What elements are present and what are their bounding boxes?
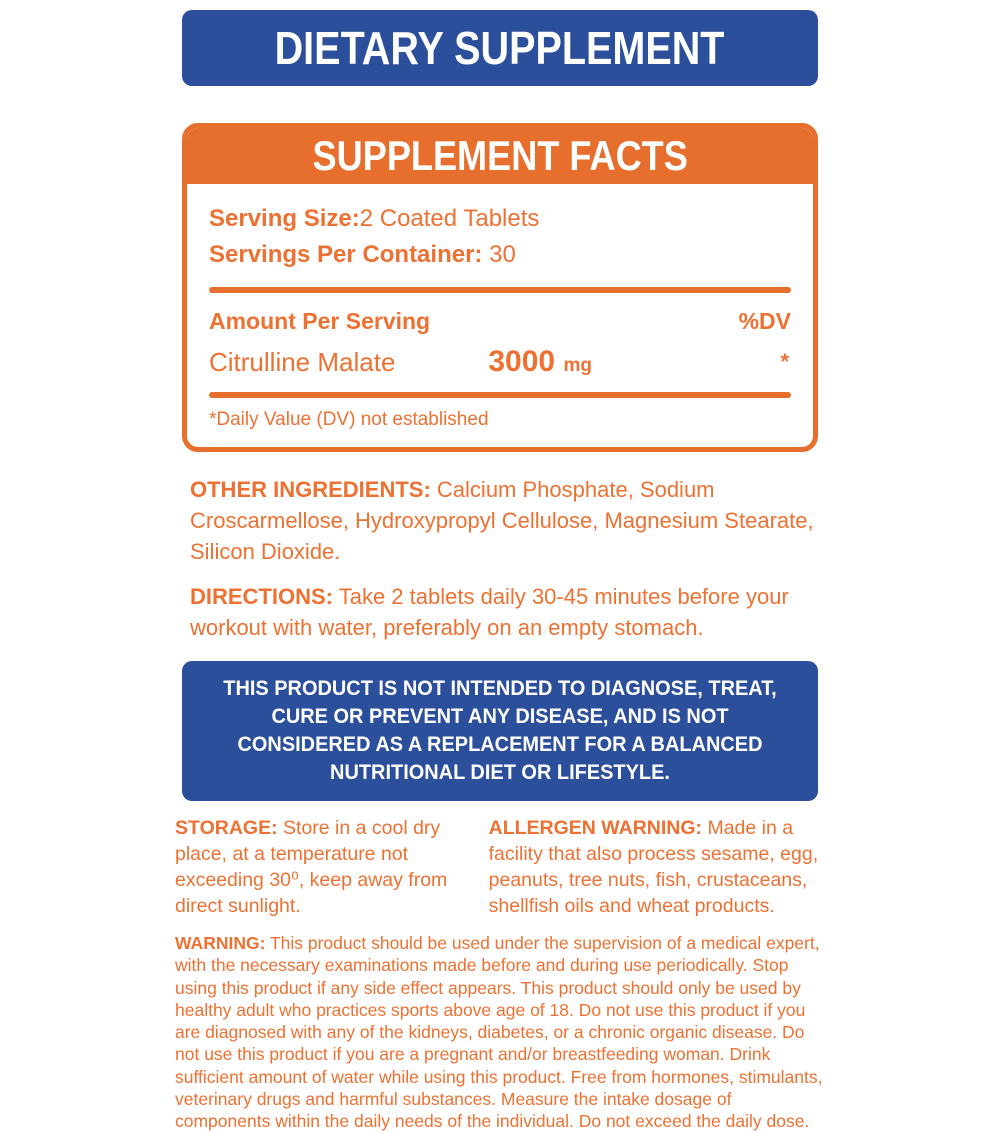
directions-label: DIRECTIONS: <box>190 584 333 609</box>
servings-per-container-line <box>209 237 791 273</box>
warning-text: This product should be used under the supervision of a medical expert, with the necessary examinations made before and during use periodically. Stop using this product if any side effect appears. This product should only be used by healthy adult who practices sports above age of 18. Do not use this product if you are diagnosed with any of the kidneys, diabetes, or a chronic organic disease. Do not use this product if you are a pregnant and/or breastfeeding woman. Drink sufficient amount of water while using this product. Free from hormones, stimulants, veterinary drugs and harmful substances. Measure the intake dosage of components within the daily needs of the individual. Do not exceed the daily dose. <box>175 933 823 1132</box>
amount-per-serving-header: Amount Per Serving <box>209 308 431 334</box>
other-ingredients-label: OTHER INGREDIENTS: <box>190 477 431 502</box>
supplement-facts-header <box>187 128 813 184</box>
dv-footnote: *Daily Value (DV) not established <box>209 409 489 430</box>
allergen-paragraph <box>489 815 830 919</box>
other-ingredients-paragraph <box>190 474 820 567</box>
ingredient-amount <box>488 343 592 385</box>
disclaimer-text: THIS PRODUCT IS NOT INTENDED TO DIAGNOSE, TREAT, CURE OR PREVENT ANY DISEASE, AND IS NOT CONSIDERED AS A REPLACEMENT FOR A BALANCED NUTRITIONAL DIET OR LIFESTYLE. <box>223 677 777 784</box>
ingredient-amount-value: 3000 <box>488 345 556 378</box>
ingredient-dv: * <box>780 349 789 374</box>
amount-header-row <box>209 306 791 336</box>
servings-per-container-label: Servings Per Container: <box>209 241 483 268</box>
servings-per-container-value: 30 <box>482 241 516 268</box>
other-ingredients-text: Calcium Phosphate, Sodium Croscarmellose, Hydroxypropyl Cellulose, Magnesium Stearate, Silicon Dioxide. <box>190 477 814 564</box>
storage-label: STORAGE: <box>175 817 278 839</box>
ingredient-amount-unit: mg <box>563 355 592 376</box>
serving-size-label: Serving Size: <box>209 205 360 232</box>
dietary-supplement-banner <box>182 10 818 86</box>
divider-rule-bottom <box>209 392 791 398</box>
supplement-facts-body <box>187 184 813 447</box>
serving-size-value: 2 Coated Tablets <box>359 205 540 232</box>
supplement-facts-panel <box>182 123 818 452</box>
supplement-facts-title: SUPPLEMENT FACTS <box>312 132 688 179</box>
allergen-text: Made in a facility that also process sesame, egg, peanuts, tree nuts, fish, crustaceans, shellfish oils and wheat products. <box>488 817 819 917</box>
storage-paragraph <box>175 815 481 919</box>
divider-rule-top <box>209 287 791 293</box>
storage-allergen-row <box>175 815 830 919</box>
directions-paragraph <box>190 581 820 643</box>
supplement-label <box>170 0 830 1133</box>
disclaimer-banner <box>182 661 818 801</box>
dv-header: %DV <box>738 308 791 334</box>
storage-text: Store in a cool dry place, at a temperature not exceeding 30⁰, keep away from direct sunlight. <box>175 817 448 917</box>
directions-text: Take 2 tablets daily 30-45 minutes before your workout with water, preferably on an empty stomach. <box>190 584 789 640</box>
warning-label: WARNING: <box>175 933 266 953</box>
allergen-label: ALLERGEN WARNING: <box>488 817 703 839</box>
warning-paragraph <box>175 932 830 1133</box>
ingredient-name: Citrulline Malate <box>209 347 396 377</box>
serving-size-line <box>209 201 791 237</box>
ingredient-row <box>209 343 791 381</box>
dietary-supplement-title: DIETARY SUPPLEMENT <box>275 22 725 74</box>
